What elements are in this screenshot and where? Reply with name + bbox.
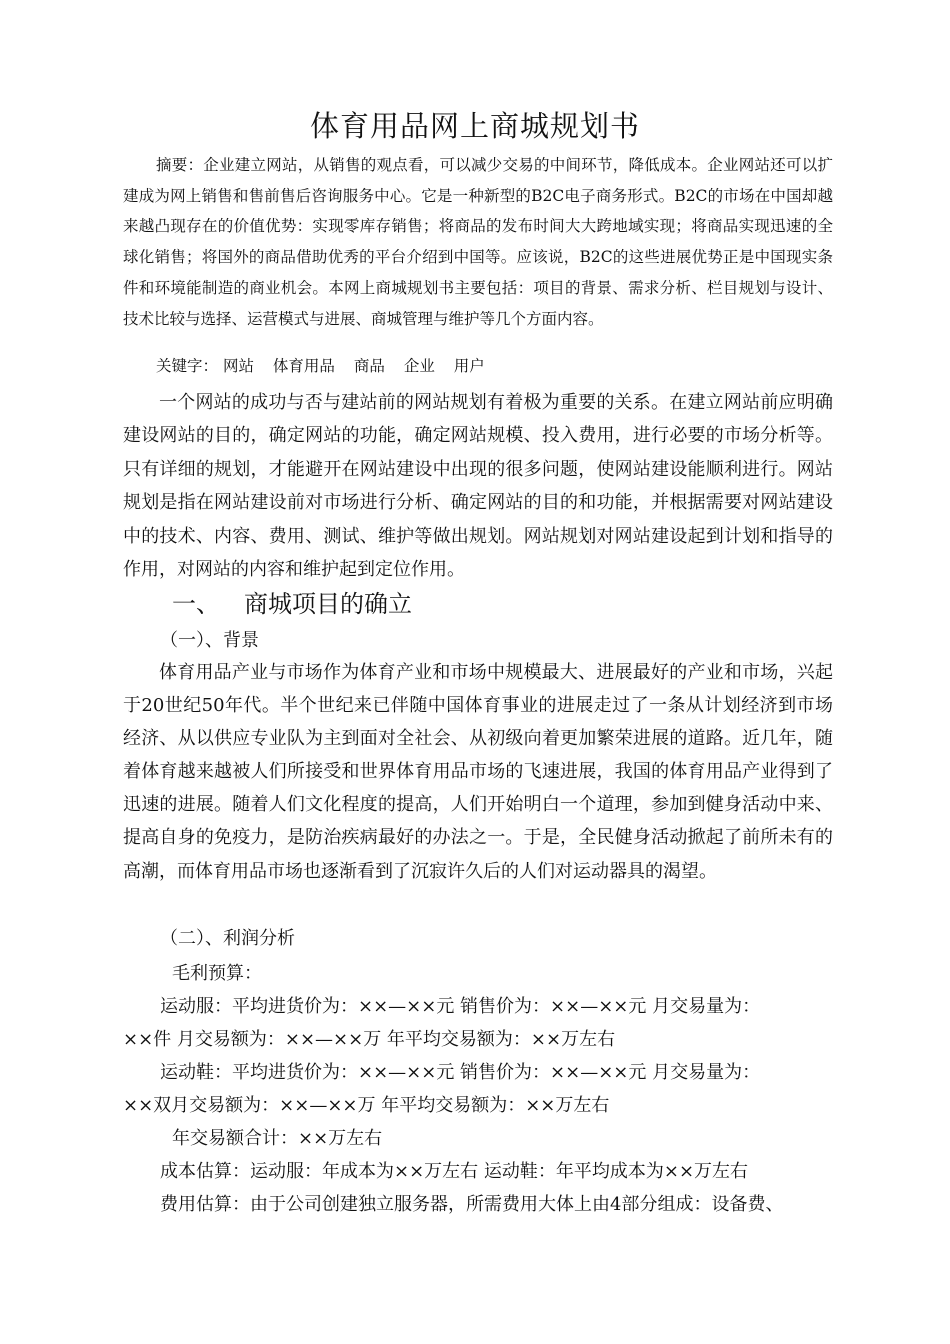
keywords-label: 关键字： xyxy=(156,357,219,375)
background-paragraph: 体育用品产业与市场作为体育产业和市场中规模最大、进展最好的产业和市场，兴起于20世纪50年代。半个世纪来已伴随中国体育事业的进展走过了一条从计划经济到市场经济、从以供应专业队为主到面对全社会、从初级向着更加繁荣进展的道路。近几年，随着体育越来越被人们所接受和世界体育用品市场的飞速进展，我国的体育用品产业得到了迅速的进展。随着人们文化程度的提高，人们开始明白一个道理，参加到健身活动中来、提高自身的免疫力，是防治疾病最好的办法之一。于是，全民健身活动掀起了前所未有的高潮，而体育用品市场也逐渐看到了沉寂许久后的人们对运动器具的渴望。 xyxy=(123,662,833,882)
keyword-item: 企业 xyxy=(403,357,435,375)
section-title: 商城项目的确立 xyxy=(244,590,412,618)
keywords-line xyxy=(156,354,499,376)
cost-estimate-line: 成本估算：运动服：年成本为××万左右 运动鞋：年平均成本为××万左右 xyxy=(160,1161,749,1182)
annual-total-line: 年交易额合计：××万左右 xyxy=(172,1128,383,1149)
sportswear-line-2: ××件 月交易额为：××—××万 年平均交易额为：××万左右 xyxy=(123,1029,616,1050)
section-number: 一、 xyxy=(172,590,220,618)
subsection-heading-profit: （二）、利润分析 xyxy=(160,928,295,949)
shoes-line-2: ××双月交易额为：××—××万 年平均交易额为：××万左右 xyxy=(123,1095,610,1116)
gross-budget-label: 毛利预算： xyxy=(172,963,262,984)
keyword-item: 商品 xyxy=(353,357,385,375)
subsection-heading-background: （一）、背景 xyxy=(160,630,259,651)
shoes-line-1: 运动鞋：平均进货价为：××—××元 销售价为：××—××元 月交易量为： xyxy=(160,1062,761,1083)
keyword-item: 网站 xyxy=(222,357,254,375)
section-heading xyxy=(172,584,412,619)
abstract-paragraph: 摘要：企业建立网站，从销售的观点看，可以减少交易的中间环节，降低成本。企业网站还可以扩建成为网上销售和售前售后咨询服务中心。它是一种新型的B2C电子商务形式。B2C的市场在中国却越来越凸现存在的价值优势：实现零库存销售；将商品的发布时间大大跨地域实现；将商品实现迅速的全球化销售；将国外的商品借助优秀的平台介绍到中国等。应该说，B2C的这些进展优势正是中国现实条件和环境能制造的商业机会。本网上商城规划书主要包括：项目的背景、需求分析、栏目规划与设计、技术比较与选择、运营模式与进展、商城管理与维护等几个方面内容。 xyxy=(123,156,833,328)
expense-estimate-line: 费用估算：由于公司创建独立服务器，所需费用大体上由4部分组成：设备费、 xyxy=(160,1194,784,1215)
document-title: 体育用品网上商城规划书 xyxy=(309,109,640,143)
sportswear-line-1: 运动服：平均进货价为：××—××元 销售价为：××—××元 月交易量为： xyxy=(160,996,761,1017)
keyword-item: 用户 xyxy=(453,357,485,375)
intro-paragraph: 一个网站的成功与否与建站前的网站规划有着极为重要的关系。在建立网站前应明确建设网站的目的，确定网站的功能，确定网站规模、投入费用，进行必要的市场分析等。只有详细的规划，才能避开在网站建设中出现的很多问题，使网站建设能顺利进行。网站规划是指在网站建设前对市场进行分析、确定网站的目的和功能，并根据需要对网站建设中的技术、内容、费用、测试、维护等做出规划。网站规划对网站建设起到计划和指导的作用，对网站的内容和维护起到定位作用。 xyxy=(123,392,833,581)
keyword-item: 体育用品 xyxy=(272,357,335,375)
